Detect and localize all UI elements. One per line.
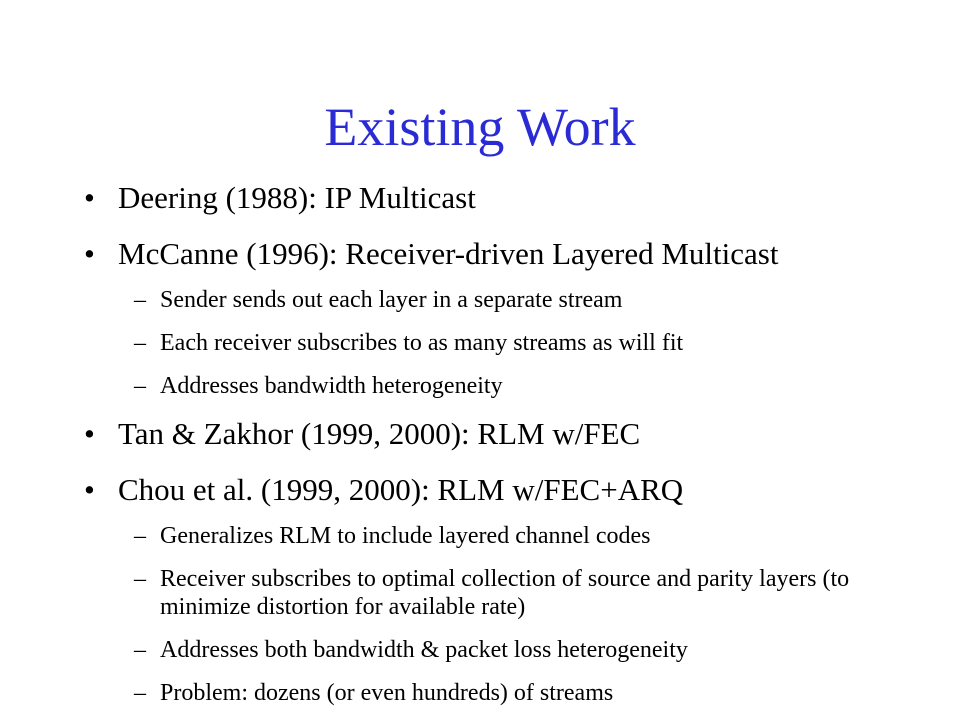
sub-item [84, 286, 924, 314]
sub-item-text: Receiver subscribes to optimal collection of source and parity layers (to minimize distortion for available rate) [160, 566, 850, 620]
sub-list-chou [84, 522, 924, 707]
sub-item [84, 522, 924, 550]
bullet-text: Tan & Zakhor (1999, 2000): RLM w/FEC [118, 416, 641, 451]
bullet-text: McCanne (1996): Receiver-driven Layered Multicast [118, 236, 779, 271]
slide-title: Existing Work [324, 97, 636, 157]
dash-icon: – [134, 566, 146, 592]
sub-item-text: Addresses bandwidth heterogeneity [160, 373, 503, 399]
sub-item-text: Problem: dozens (or even hundreds) of streams [160, 680, 614, 706]
bullet-list [84, 180, 924, 723]
sub-item-text: Sender sends out each layer in a separate stream [160, 287, 623, 313]
bullet-icon: • [84, 472, 95, 507]
dash-icon: – [134, 523, 146, 549]
dash-icon: – [134, 680, 146, 706]
dash-icon: – [134, 330, 146, 356]
sub-item [84, 372, 924, 400]
dash-icon: – [134, 287, 146, 313]
sub-list-mccanne [84, 286, 924, 400]
dash-icon: – [134, 373, 146, 399]
bullet-text: Chou et al. (1999, 2000): RLM w/FEC+ARQ [118, 472, 684, 507]
bullet-icon: • [84, 416, 95, 451]
sub-item-text: Each receiver subscribes to as many streams as will fit [160, 330, 684, 356]
sub-item [84, 565, 924, 621]
bullet-item-chou [84, 472, 924, 508]
dash-icon: – [134, 637, 146, 663]
bullet-icon: • [84, 180, 95, 215]
sub-item-text: Generalizes RLM to include layered channel codes [160, 523, 651, 549]
bullet-item-tan-zakhor [84, 416, 924, 452]
bullet-text: Deering (1988): IP Multicast [118, 180, 476, 215]
sub-item-text: Addresses both bandwidth & packet loss heterogeneity [160, 637, 688, 663]
bullet-icon: • [84, 236, 95, 271]
sub-item [84, 636, 924, 664]
sub-item [84, 679, 924, 707]
bullet-item-deering [84, 180, 924, 216]
bullet-item-mccanne [84, 236, 924, 272]
sub-item [84, 329, 924, 357]
